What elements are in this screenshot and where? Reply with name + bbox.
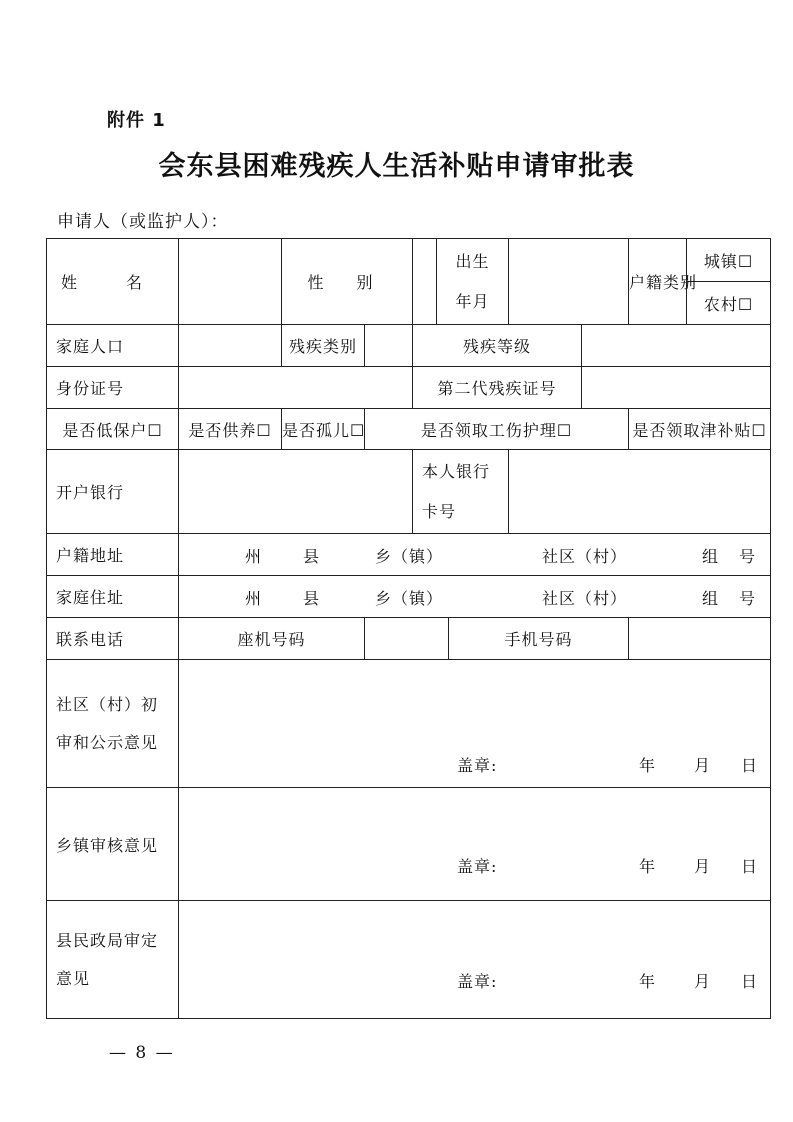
address-zu: 组 [702,589,720,608]
address-zhou: 州 [245,547,263,566]
day-label: 日 [741,756,759,775]
month-label: 月 [694,756,712,775]
phone-label: 联系电话 [47,618,179,660]
gender-value-cell[interactable] [413,239,437,325]
address-xian: 县 [303,589,321,608]
id-number-value-cell[interactable] [179,367,413,409]
support-checkbox[interactable]: 是否供养☐ [179,409,282,450]
township-opinion-label: 乡镇审核意见 [47,788,179,901]
address-hao: 号 [739,547,757,566]
id-number-label: 身份证号 [47,367,179,409]
injury-care-checkbox[interactable]: 是否领取工伤护理☐ [365,409,629,450]
rural-checkbox[interactable]: 农村☐ [703,294,754,314]
bank-card-label [413,450,509,534]
attachment-label: 附件 1 [107,110,166,131]
name-label: 姓 名 [47,239,179,325]
address-xiang: 乡（镇） [375,547,444,566]
day-label: 日 [741,972,759,991]
gender-label: 性 别 [282,239,413,325]
county-opinion-cell[interactable] [179,901,771,1019]
community-opinion-label: 社区（村）初审和公示意见 [47,660,179,788]
address-shequ: 社区（村） [542,589,628,608]
birth-label-line1: 出生 [455,251,490,271]
month-label: 月 [694,972,712,991]
month-label: 月 [694,857,712,876]
disability-cert-label: 第二代残疾证号 [413,367,582,409]
landline-value-cell[interactable] [365,618,449,660]
low-income-checkbox[interactable]: 是否低保户☐ [47,409,179,450]
address-hao: 号 [739,589,757,608]
page-number: — 8 — [109,1043,175,1063]
disability-level-value-cell[interactable] [582,325,771,367]
year-label: 年 [639,756,657,775]
address-xian: 县 [303,547,321,566]
bank-value-cell[interactable] [179,450,413,534]
disability-type-label: 残疾类别 [282,325,365,367]
household-type-label: 户籍类别 [629,239,687,325]
disability-level-label: 残疾等级 [413,325,582,367]
county-opinion-label: 县民政局审定意见 [47,901,179,1019]
address-shequ: 社区（村） [542,547,628,566]
year-label: 年 [639,857,657,876]
household-type-options [687,239,771,325]
bank-card-value-cell[interactable] [509,450,771,534]
landline-label: 座机号码 [179,618,365,660]
home-address-cell[interactable] [179,576,771,618]
disability-type-value-cell[interactable] [365,325,413,367]
township-opinion-cell[interactable] [179,788,771,901]
birth-value-cell[interactable] [509,239,629,325]
year-label: 年 [639,972,657,991]
address-zhou: 州 [245,589,263,608]
bank-card-label-line1: 本人银行 [422,461,491,481]
seal-label: 盖章: [457,972,498,991]
seal-label: 盖章: [457,756,498,775]
registered-address-label: 户籍地址 [47,534,179,576]
address-xiang: 乡（镇） [375,589,444,608]
birth-label [437,239,509,325]
page-title: 会东县困难残疾人生活补贴申请审批表 [158,151,635,182]
name-value-cell[interactable] [179,239,282,325]
home-address-label: 家庭住址 [47,576,179,618]
urban-checkbox[interactable]: 城镇☐ [687,239,770,282]
orphan-checkbox[interactable]: 是否孤儿☐ [282,409,365,450]
community-opinion-cell[interactable] [179,660,771,788]
birth-label-line2: 年月 [455,291,490,311]
bank-label: 开户银行 [47,450,179,534]
seal-label: 盖章: [457,857,498,876]
family-size-label: 家庭人口 [47,325,179,367]
disability-cert-value-cell[interactable] [582,367,771,409]
application-form-table [46,238,771,1019]
bank-card-label-line2: 卡号 [422,501,457,521]
address-zu: 组 [702,547,720,566]
mobile-label: 手机号码 [449,618,629,660]
applicant-label: 申请人（或监护人）： [57,212,229,232]
allowance-checkbox[interactable]: 是否领取津补贴☐ [629,409,771,450]
mobile-value-cell[interactable] [629,618,771,660]
day-label: 日 [741,857,759,876]
family-size-value-cell[interactable] [179,325,282,367]
registered-address-cell[interactable] [179,534,771,576]
